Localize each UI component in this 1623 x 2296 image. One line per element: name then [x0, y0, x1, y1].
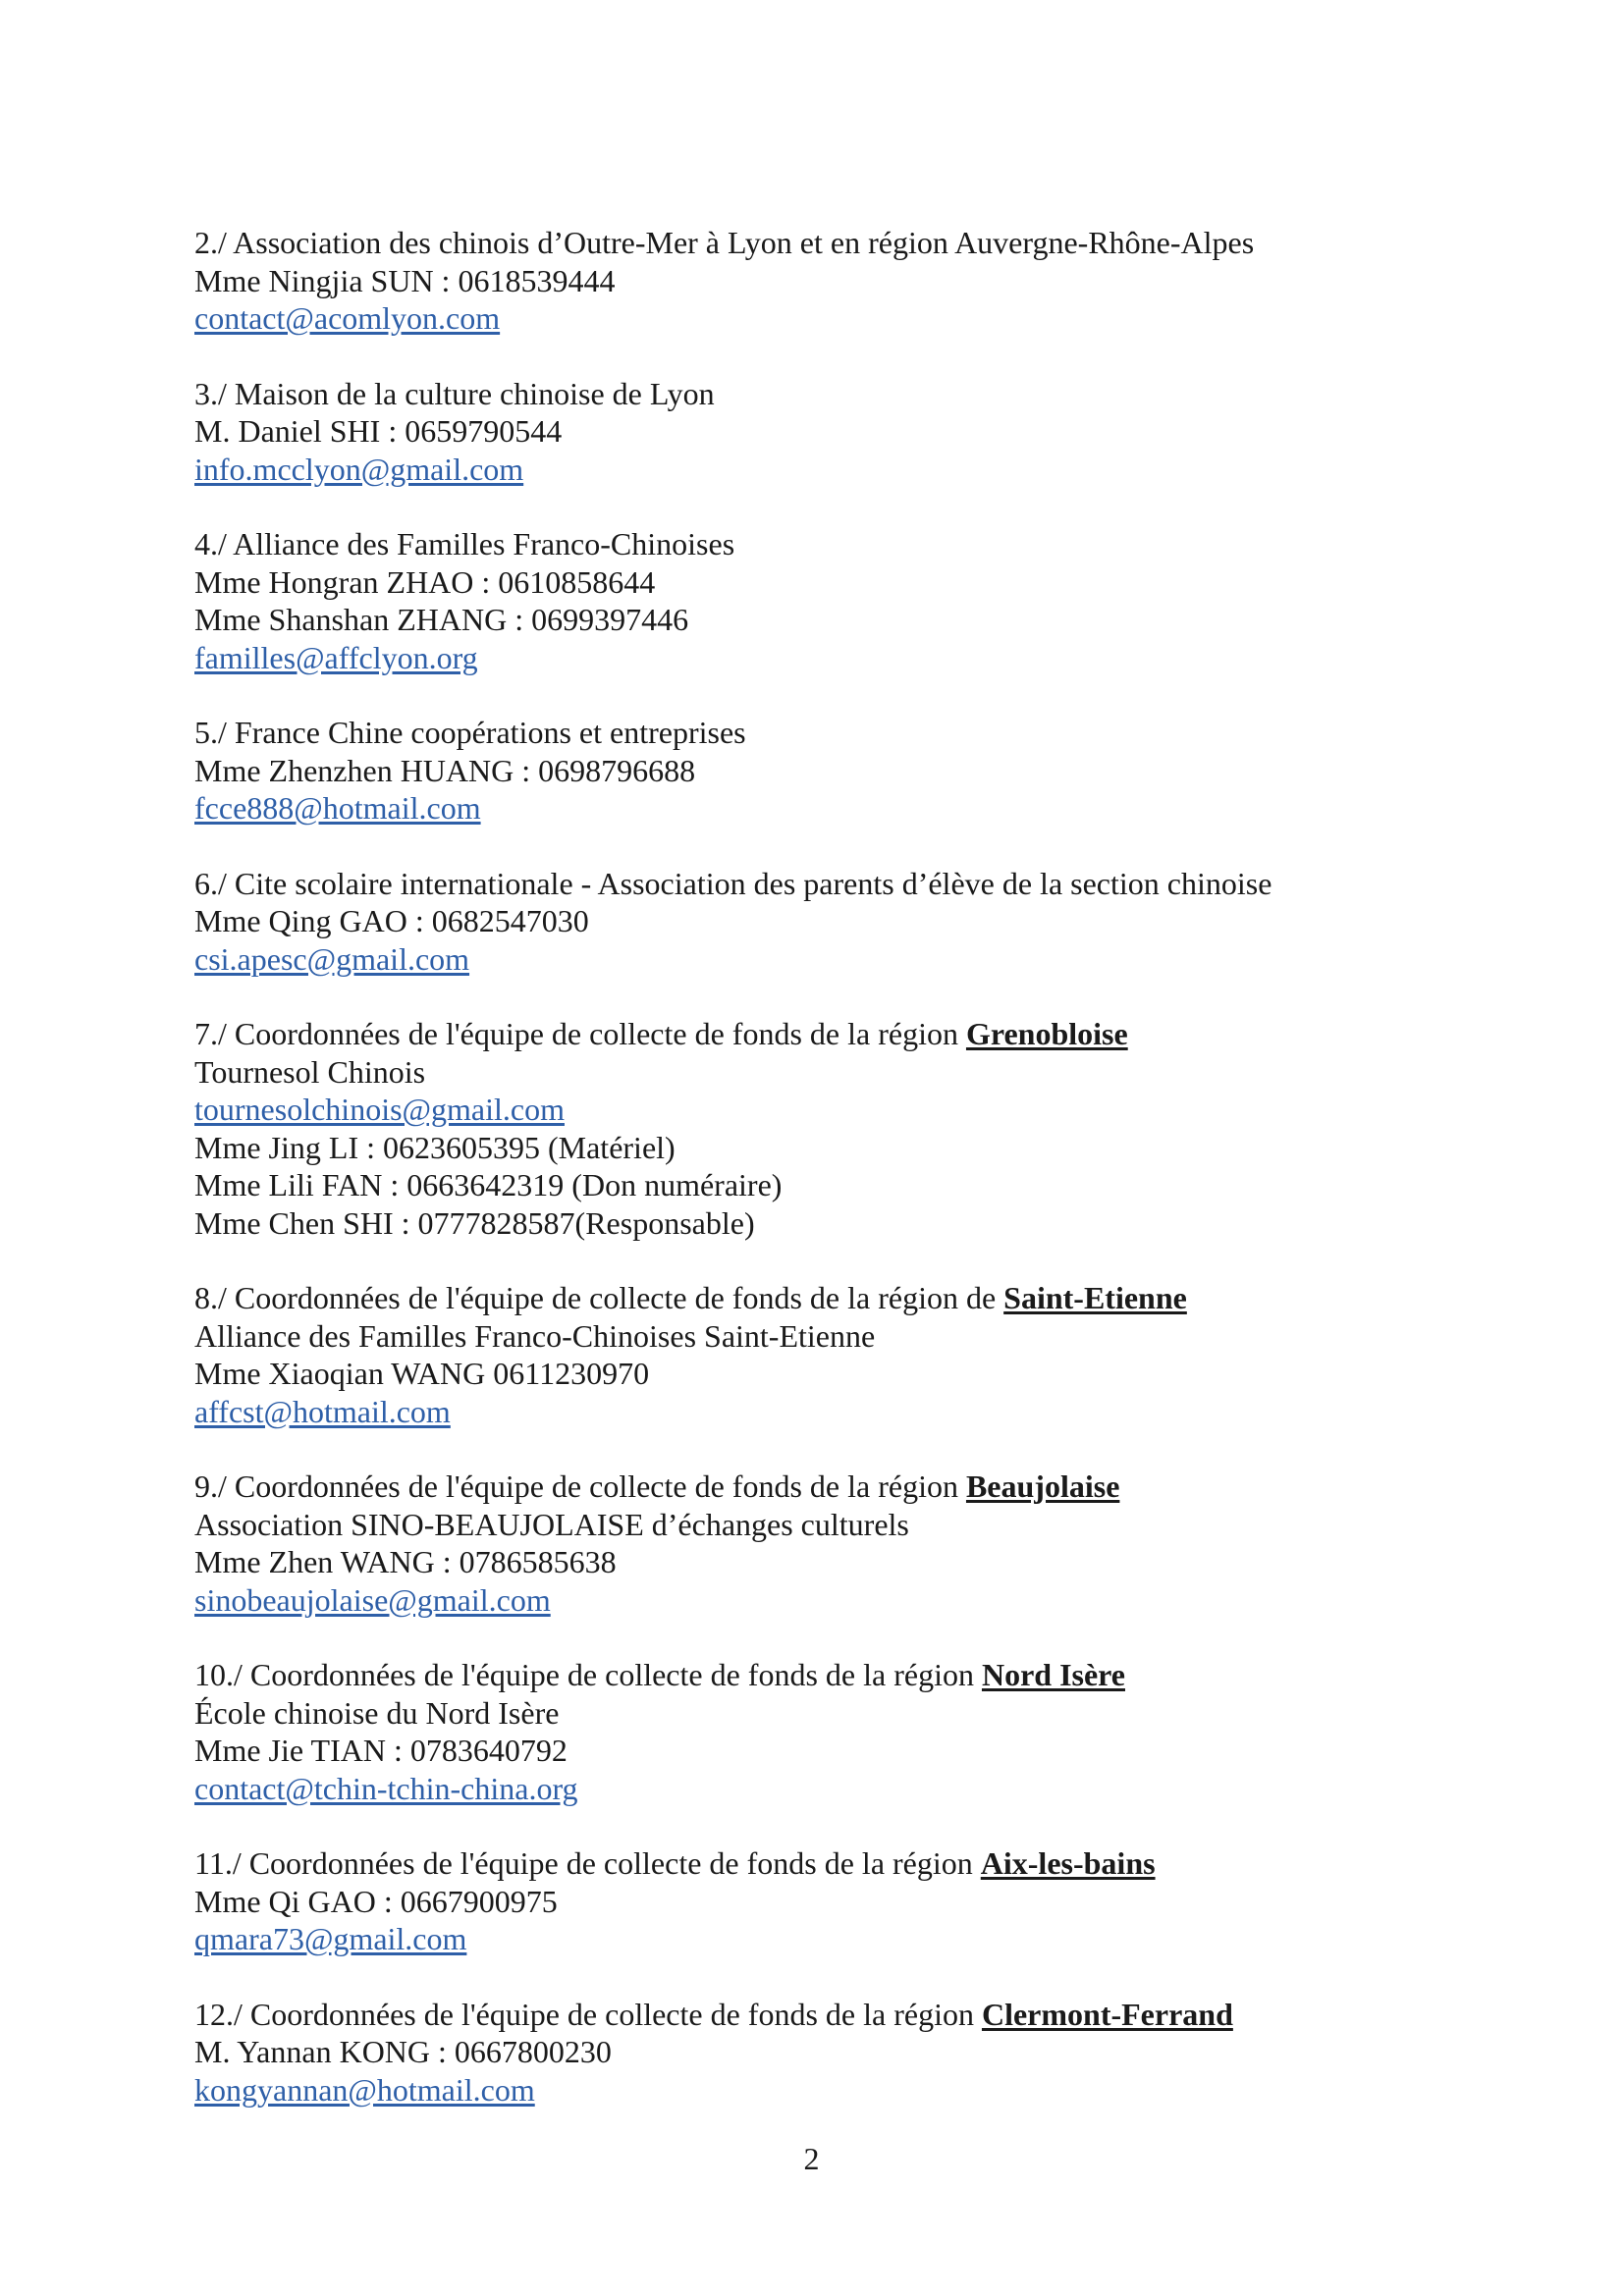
- region-name: Beaujolaise: [965, 1468, 1120, 1504]
- email-link[interactable]: qmara73@gmail.com: [194, 1921, 467, 1956]
- contact-line: Mme Zhen WANG : 0786585638: [194, 1544, 617, 1579]
- contact-line: Mme Lili FAN : 0663642319 (Don numéraire): [194, 1167, 783, 1202]
- entry-heading-text: 10./ Coordonnées de l'équipe de collecte de fonds de la région: [194, 1657, 982, 1692]
- contact-entry: [194, 865, 1471, 979]
- entry-heading-text: 12./ Coordonnées de l'équipe de collecte de fonds de la région: [194, 1996, 982, 2032]
- email-line: [194, 1393, 1471, 1431]
- entry-heading: [194, 1844, 1471, 1883]
- email-line: [194, 789, 1471, 828]
- email-link[interactable]: tournesolchinois@gmail.com: [194, 1092, 565, 1127]
- contact-entry: [194, 1656, 1471, 1807]
- contact-line: Mme Qing GAO : 0682547030: [194, 903, 589, 938]
- entry-heading: [194, 525, 1471, 563]
- email-link[interactable]: info.mcclyon@gmail.com: [194, 451, 524, 487]
- email-link[interactable]: sinobeaujolaise@gmail.com: [194, 1581, 551, 1618]
- contact-line: Mme Xiaoqian WANG 0611230970: [194, 1356, 650, 1391]
- contact-entry: [194, 224, 1471, 338]
- entry-heading: [194, 1279, 1471, 1317]
- page-number: 2: [803, 2141, 820, 2176]
- email-link[interactable]: familles@affclyon.org: [194, 639, 478, 675]
- entry-heading-text: 9./ Coordonnées de l'équipe de collecte de fonds de la région: [194, 1468, 966, 1504]
- contact-line: Association SINO-BEAUJOLAISE d’échanges culturels: [194, 1506, 909, 1542]
- email-link[interactable]: contact@acomlyon.com: [194, 300, 501, 336]
- entry-heading-text: 3./ Maison de la culture chinoise de Lyon: [194, 375, 715, 411]
- entry-heading: [194, 1656, 1471, 1694]
- contact-line: Mme Jie TIAN : 0783640792: [194, 1733, 568, 1768]
- entry-heading-text: 4./ Alliance des Familles Franco-Chinoises: [194, 526, 735, 561]
- contact-line: Mme Qi GAO : 0667900975: [194, 1883, 558, 1919]
- email-line: [194, 1920, 1471, 1958]
- entry-heading: [194, 714, 1471, 752]
- region-name: Saint-Etienne: [1003, 1280, 1187, 1315]
- email-line: [194, 639, 1471, 677]
- email-link[interactable]: affcst@hotmail.com: [194, 1393, 451, 1429]
- contact-entry: [194, 1015, 1471, 1242]
- contact-line: Tournesol Chinois: [194, 1053, 426, 1090]
- email-link[interactable]: fcce888@hotmail.com: [194, 790, 481, 826]
- entry-heading-text: 8./ Coordonnées de l'équipe de collecte de fonds de la région de: [194, 1280, 1004, 1315]
- email-line: [194, 1091, 1471, 1129]
- contact-line: Alliance des Familles Franco-Chinoises Saint-Etienne: [194, 1317, 876, 1354]
- entry-heading-text: 2./ Association des chinois d’Outre-Mer à Lyon et en région Auvergne-Rhône-Alpes: [194, 225, 1255, 260]
- region-name: Clermont-Ferrand: [981, 1996, 1233, 2032]
- contact-line: Mme Ningjia SUN : 0618539444: [194, 262, 616, 298]
- entry-heading: [194, 1015, 1471, 1053]
- entry-heading-text: 11./ Coordonnées de l'équipe de collecte de fonds de la région: [194, 1845, 981, 1881]
- contact-line: M. Yannan KONG : 0667800230: [194, 2034, 612, 2069]
- contact-line: Mme Shanshan ZHANG : 0699397446: [194, 602, 689, 637]
- entry-heading-text: 5./ France Chine coopérations et entreprises: [194, 715, 746, 750]
- email-line: [194, 1770, 1471, 1808]
- entry-heading-text: 7./ Coordonnées de l'équipe de collecte de fonds de la région: [194, 1016, 966, 1051]
- contact-entry: [194, 1996, 1471, 2109]
- email-link[interactable]: kongyannan@hotmail.com: [194, 2071, 535, 2108]
- entry-heading: [194, 375, 1471, 413]
- contact-line: Mme Jing LI : 0623605395 (Matériel): [194, 1129, 676, 1165]
- contact-list: [194, 224, 1471, 2146]
- contact-entry: [194, 1844, 1471, 1958]
- entry-heading: [194, 1996, 1471, 2034]
- email-line: [194, 299, 1471, 338]
- contact-line: Mme Zhenzhen HUANG : 0698796688: [194, 752, 696, 788]
- contact-line: École chinoise du Nord Isère: [194, 1694, 560, 1731]
- email-link[interactable]: contact@tchin-tchin-china.org: [194, 1770, 578, 1806]
- contact-entry: [194, 1279, 1471, 1430]
- contact-line: M. Daniel SHI : 0659790544: [194, 413, 563, 449]
- region-name: Nord Isère: [981, 1657, 1125, 1692]
- entry-heading: [194, 865, 1471, 903]
- email-link[interactable]: csi.apesc@gmail.com: [194, 940, 470, 977]
- email-line: [194, 1581, 1471, 1620]
- entry-heading: [194, 1468, 1471, 1506]
- contact-entry: [194, 714, 1471, 828]
- region-name: Aix-les-bains: [980, 1845, 1156, 1881]
- contact-entry: [194, 525, 1471, 676]
- contact-entry: [194, 1468, 1471, 1619]
- email-line: [194, 2071, 1471, 2109]
- email-line: [194, 940, 1471, 979]
- contact-line: Mme Chen SHI : 0777828587(Responsable): [194, 1204, 755, 1241]
- contact-entry: [194, 375, 1471, 489]
- email-line: [194, 451, 1471, 489]
- entry-heading-text: 6./ Cite scolaire internationale - Association des parents d’élève de la section chinoise: [194, 865, 1272, 901]
- entry-heading: [194, 224, 1471, 262]
- contact-line: Mme Hongran ZHAO : 0610858644: [194, 563, 656, 600]
- region-name: Grenobloise: [965, 1016, 1128, 1051]
